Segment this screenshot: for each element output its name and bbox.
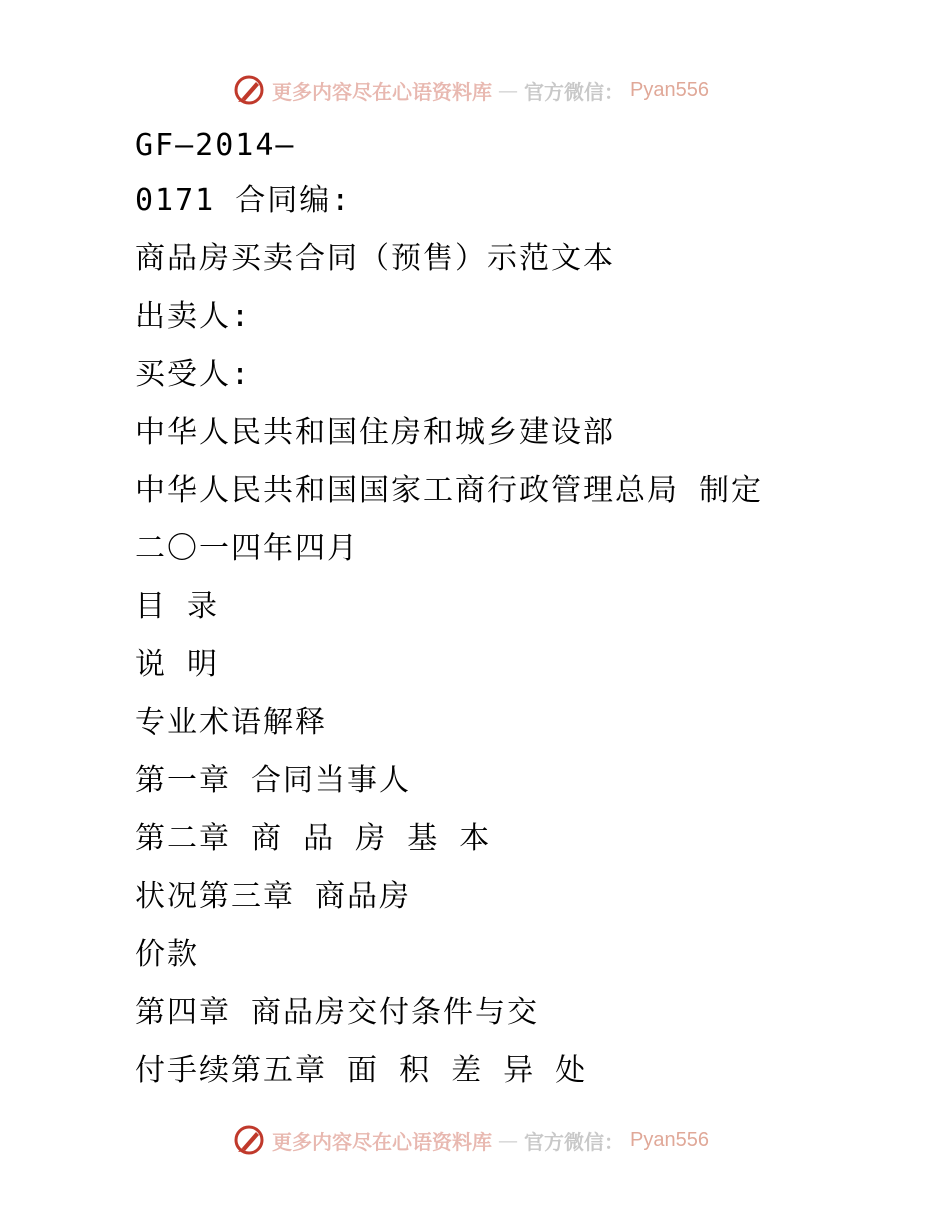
banner-wechat-id: Pyan556 [630, 78, 709, 101]
doc-line-toc-chapter-5: 付手续第五章 面 积 差 异 处 [135, 1053, 588, 1088]
banner-text: 更多内容尽在心语资料库 [272, 79, 492, 104]
doc-line-toc-chapter-1: 第一章 合同当事人 [135, 763, 412, 798]
doc-line-toc-chapter-3-cont: 价款 [135, 937, 199, 972]
document-body [135, 120, 835, 1100]
header-watermark-banner [232, 71, 709, 109]
doc-line-contract-number: 0171 合同编: [135, 183, 352, 218]
footer-watermark-banner [232, 1121, 709, 1159]
banner-text: 更多内容尽在心语资料库 [272, 1129, 492, 1154]
banner-wechat-label: 官方微信： [524, 1129, 624, 1154]
banner-wechat-label: 官方微信： [524, 79, 624, 104]
pen-logo-icon [232, 1123, 266, 1157]
pen-logo-icon [232, 73, 266, 107]
banner-dash: — [498, 78, 518, 102]
doc-line-buyer: 买受人: [135, 357, 252, 392]
doc-line-contract-code: GF—2014— [135, 128, 296, 163]
doc-line-toc-heading: 目 录 [135, 589, 220, 624]
doc-line-title: 商品房买卖合同（预售）示范文本 [135, 241, 615, 276]
banner-wechat-id: Pyan556 [630, 1128, 709, 1151]
doc-line-toc-chapter-4: 第四章 商品房交付条件与交 [135, 995, 540, 1030]
doc-line-toc-chapter-3: 状况第三章 商品房 [135, 879, 412, 914]
doc-line-toc-chapter-2: 第二章 商 品 房 基 本 [135, 821, 492, 856]
doc-line-date: 二〇一四年四月 [135, 531, 359, 566]
doc-line-seller: 出卖人: [135, 299, 252, 334]
doc-line-issuer-2: 中华人民共和国国家工商行政管理总局 制定 [135, 473, 764, 508]
doc-line-toc-terms: 专业术语解释 [135, 705, 327, 740]
doc-line-toc-explanation: 说 明 [135, 647, 220, 682]
banner-dash: — [498, 1128, 518, 1152]
doc-line-issuer-1: 中华人民共和国住房和城乡建设部 [135, 415, 615, 450]
